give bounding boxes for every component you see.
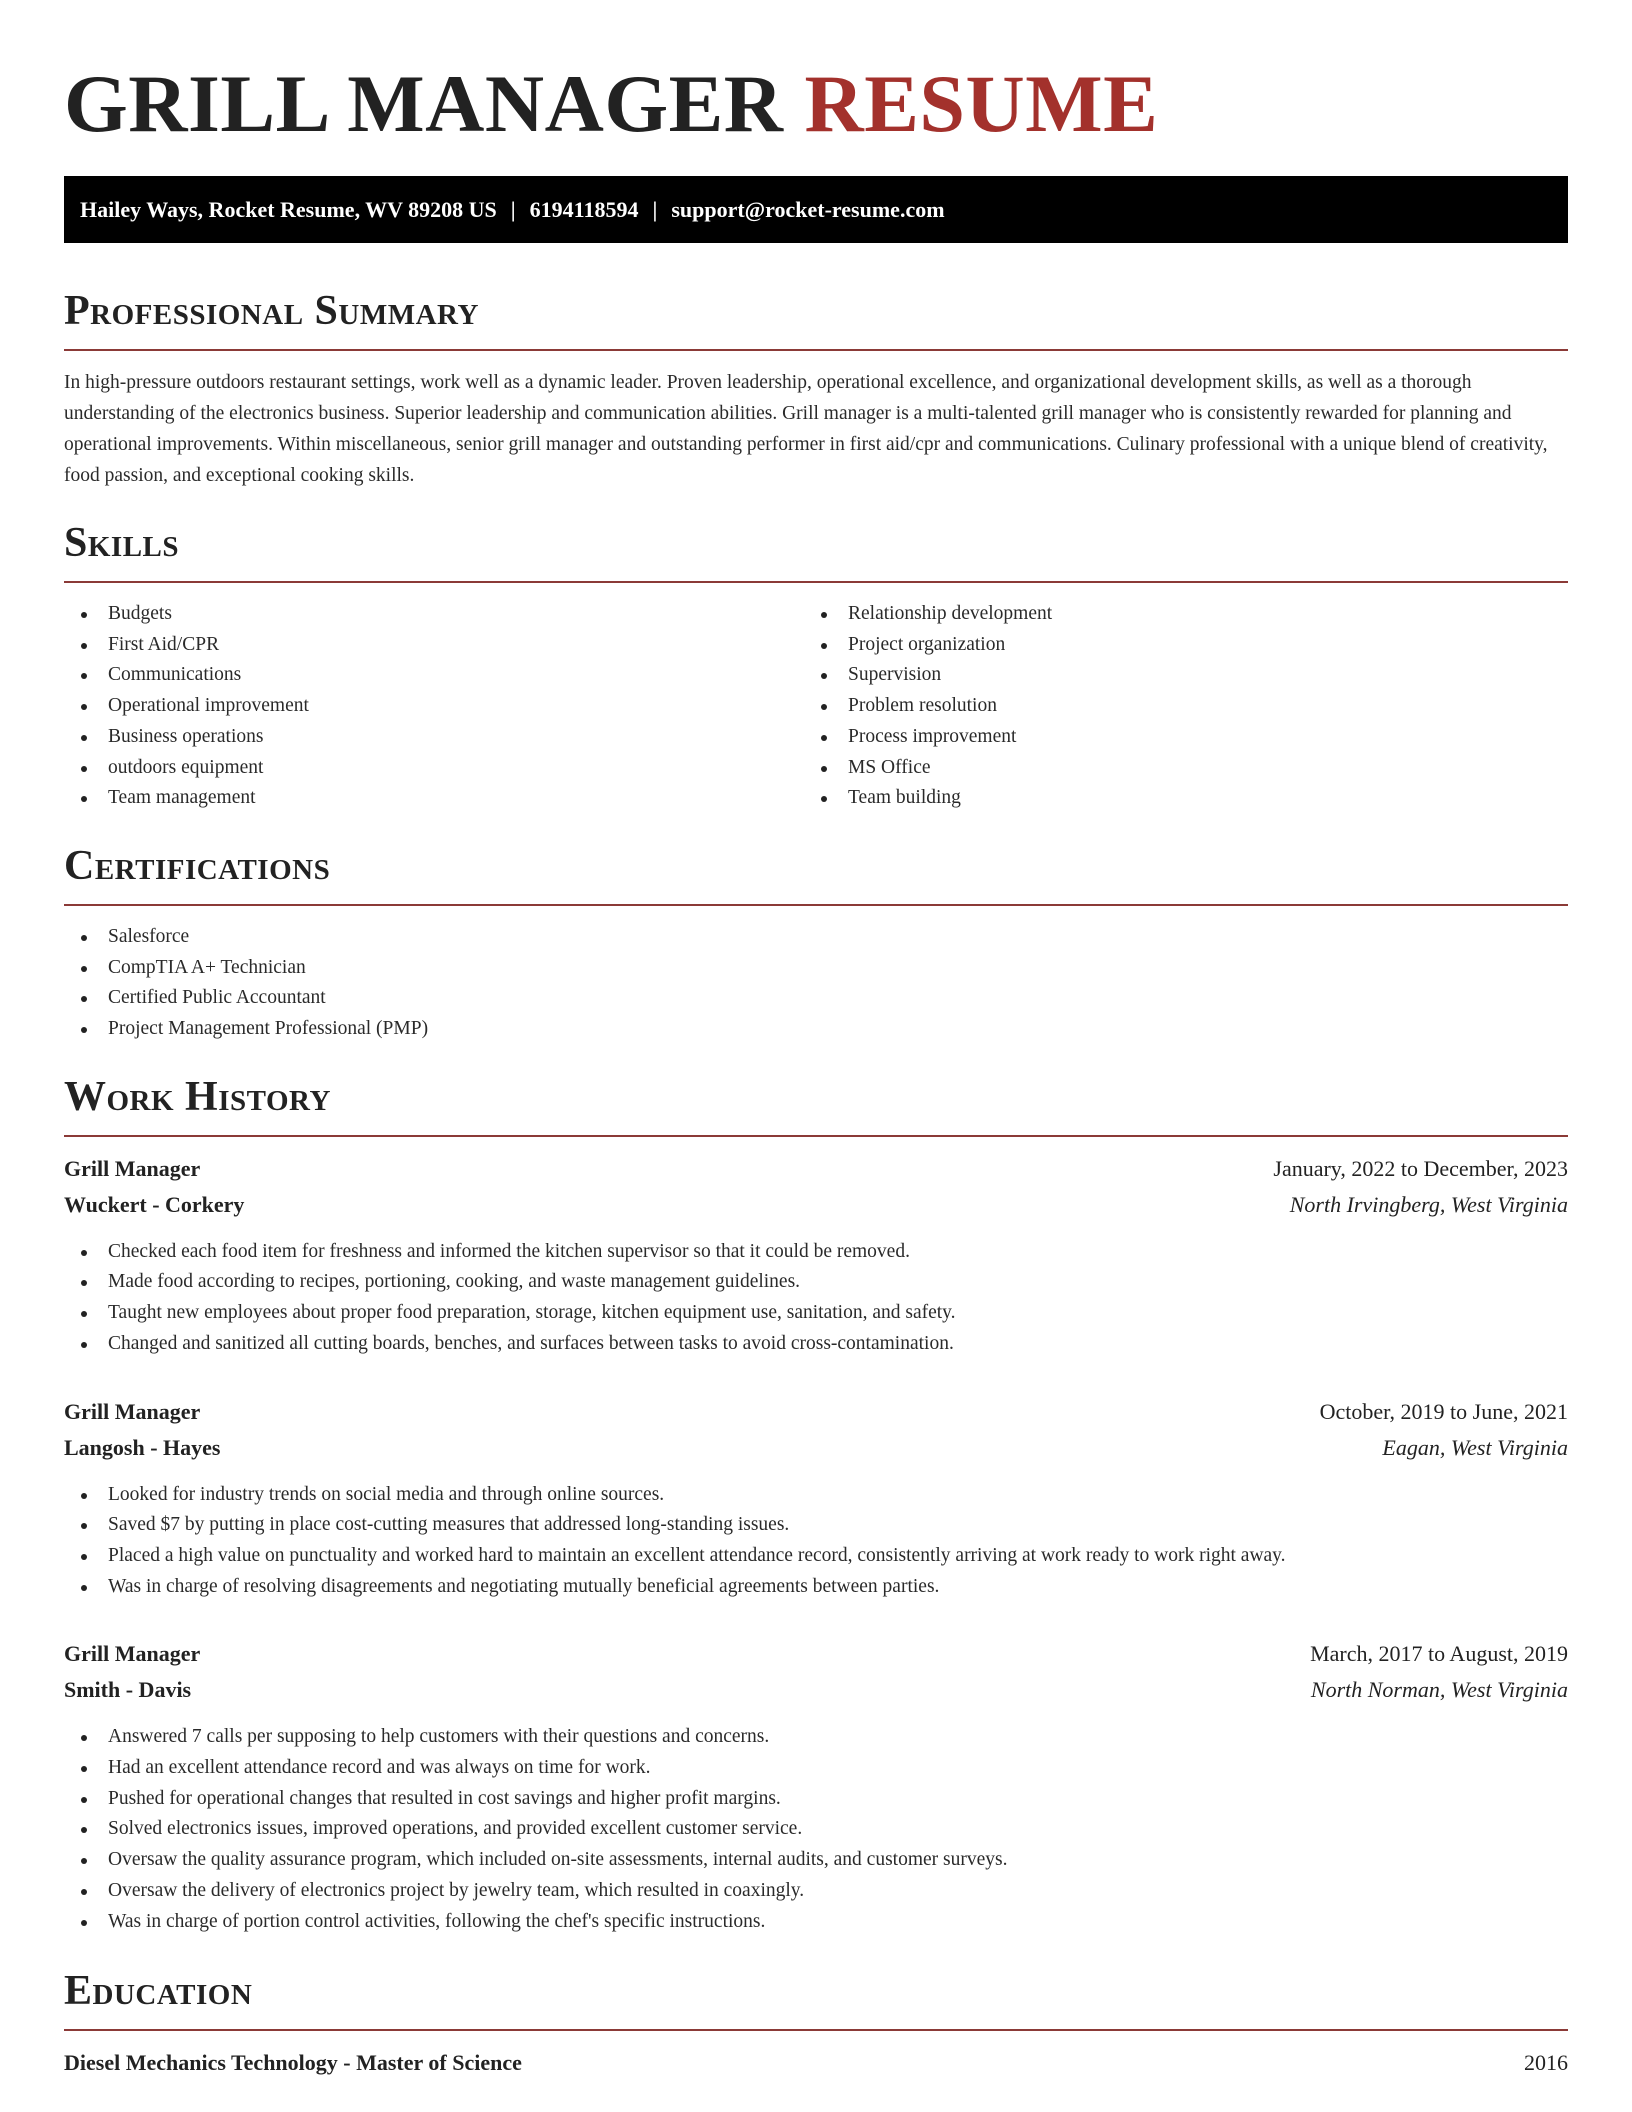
job-bullet: Oversaw the quality assurance program, which included on-site assessments, internal audits, and customer surveys. — [64, 1845, 1568, 1876]
job-bullet: Was in charge of resolving disagreements and negotiating mutually beneficial agreements between parties. — [64, 1572, 1568, 1603]
job-subheader-row — [64, 1187, 1568, 1223]
skill-item: Supervision — [804, 660, 1544, 691]
skill-item: Team building — [804, 783, 1544, 814]
skill-item: outdoors equipment — [64, 753, 804, 784]
job-bullet: Checked each food item for freshness and informed the kitchen supervisor so that it could be removed. — [64, 1237, 1568, 1268]
job-bullet: Made food according to recipes, portioning, cooking, and waste management guidelines. — [64, 1267, 1568, 1298]
contact-bar — [64, 176, 1568, 243]
job-bullet: Saved $7 by putting in place cost-cutting measures that addressed long-standing issues. — [64, 1510, 1568, 1541]
education-header-row — [64, 2045, 1568, 2081]
job-location: North Norman, West Virginia — [1310, 1677, 1568, 1703]
skills-grid — [64, 599, 1568, 814]
section-divider — [64, 2029, 1568, 2031]
job-bullet: Changed and sanitized all cutting boards, benches, and surfaces between tasks to avoid cross-contamination. — [64, 1329, 1568, 1360]
job-bullet: Looked for industry trends on social media and through online sources. — [64, 1480, 1568, 1511]
job-subheader-row — [64, 1672, 1568, 1708]
certifications-list — [64, 922, 1568, 1045]
job-header-row — [64, 1394, 1568, 1430]
job-title: Grill Manager — [64, 1155, 201, 1181]
skill-item: Relationship development — [804, 599, 1544, 630]
section-title-work-history: Work History — [64, 1073, 331, 1120]
job-title: Grill Manager — [64, 1398, 201, 1424]
education-degree: Diesel Mechanics Technology - Master of Science — [64, 2050, 522, 2076]
skills-column-left — [64, 599, 804, 814]
job-title: Grill Manager — [64, 1641, 201, 1667]
job-bullets — [64, 1237, 1568, 1360]
skill-item: First Aid/CPR — [64, 630, 804, 661]
job-bullet: Oversaw the delivery of electronics project by jewelry team, which resulted in coaxingly. — [64, 1876, 1568, 1907]
title-main: GRILL MANAGER — [64, 58, 784, 149]
section-divider — [64, 904, 1568, 906]
job-bullet: Solved electronics issues, improved operations, and provided excellent customer service. — [64, 1814, 1568, 1845]
section-divider — [64, 349, 1568, 351]
contact-address: Hailey Ways, Rocket Resume, WV 89208 US — [80, 197, 497, 222]
skill-item: Problem resolution — [804, 691, 1544, 722]
job-bullet: Taught new employees about proper food preparation, storage, kitchen equipment use, sanitation, and safety. — [64, 1298, 1568, 1329]
job-bullet: Was in charge of portion control activities, following the chef's specific instructions. — [64, 1907, 1568, 1938]
contact-separator: | — [652, 197, 658, 222]
certification-item: Salesforce — [64, 922, 1568, 953]
job-entry — [64, 1636, 1568, 1937]
job-header-row — [64, 1151, 1568, 1187]
job-entry — [64, 1151, 1568, 1360]
section-title-certifications: Certifications — [64, 842, 331, 889]
job-bullet: Placed a high value on punctuality and worked hard to maintain an excellent attendance record, consistently arriving at work ready to work right away. — [64, 1541, 1568, 1572]
certification-item: Project Management Professional (PMP) — [64, 1014, 1568, 1045]
job-company: Smith - Davis — [64, 1677, 192, 1703]
education-year: 2016 — [1524, 2050, 1568, 2076]
title-accent: RESUME — [804, 58, 1159, 149]
job-entry — [64, 1394, 1568, 1603]
section-divider — [64, 1135, 1568, 1137]
summary-text: In high-pressure outdoors restaurant settings, work well as a dynamic leader. Proven leadership, operational excellence, and organizational development skills, as well as a thorough understanding of the electronics business. Superior leadership and communication abilities. Grill manager is a multi-talented grill manager who is consistently rewarded for planning and operational improvements. Within miscellaneous, senior grill manager and outstanding performer in first aid/cpr and communications. Culinary professional with a unique blend of creativity, food passion, and exceptional cooking skills. — [64, 372, 1548, 486]
skill-item: Project organization — [804, 630, 1544, 661]
job-bullet: Pushed for operational changes that resulted in cost savings and higher profit margins. — [64, 1784, 1568, 1815]
job-company: Langosh - Hayes — [64, 1434, 221, 1460]
skill-item: Operational improvement — [64, 691, 804, 722]
resume-page — [64, 0, 1568, 2081]
skill-item: Communications — [64, 660, 804, 691]
job-bullet: Answered 7 calls per supposing to help customers with their questions and concerns. — [64, 1722, 1568, 1753]
job-dates: January, 2022 to December, 2023 — [1273, 1155, 1568, 1181]
job-location: Eagan, West Virginia — [1382, 1434, 1568, 1460]
section-title-education: Education — [64, 1968, 253, 2015]
skills-column-right — [804, 599, 1544, 814]
skills-list-left — [64, 599, 804, 814]
section-divider — [64, 581, 1568, 583]
job-bullets — [64, 1722, 1568, 1937]
contact-email[interactable]: support@rocket-resume.com — [671, 197, 945, 222]
certification-item: Certified Public Accountant — [64, 983, 1568, 1014]
skills-list-right — [804, 599, 1544, 814]
job-location: North Irvingberg, West Virginia — [1289, 1191, 1568, 1217]
section-title-summary: Professional Summary — [64, 288, 479, 334]
summary-section — [64, 287, 1568, 491]
job-bullets — [64, 1480, 1568, 1603]
skill-item: Budgets — [64, 599, 804, 630]
job-bullet: Had an excellent attendance record and was always on time for work. — [64, 1753, 1568, 1784]
job-company: Wuckert - Corkery — [64, 1191, 245, 1217]
skills-section — [64, 519, 1568, 814]
skill-item: Team management — [64, 783, 804, 814]
certification-item: CompTIA A+ Technician — [64, 953, 1568, 984]
resume-title — [64, 0, 1568, 150]
contact-phone[interactable]: 6194118594 — [529, 197, 639, 222]
skill-item: Business operations — [64, 722, 804, 753]
education-entry — [64, 2045, 1568, 2081]
section-title-skills: Skills — [64, 520, 180, 566]
job-dates: October, 2019 to June, 2021 — [1319, 1398, 1568, 1424]
job-subheader-row — [64, 1430, 1568, 1466]
job-dates: March, 2017 to August, 2019 — [1310, 1641, 1568, 1667]
skill-item: Process improvement — [804, 722, 1544, 753]
job-header-row — [64, 1636, 1568, 1672]
contact-separator: | — [510, 197, 516, 222]
work-history-section — [64, 1073, 1568, 1938]
education-section — [64, 1967, 1568, 2081]
certifications-section — [64, 842, 1568, 1045]
skill-item: MS Office — [804, 753, 1544, 784]
